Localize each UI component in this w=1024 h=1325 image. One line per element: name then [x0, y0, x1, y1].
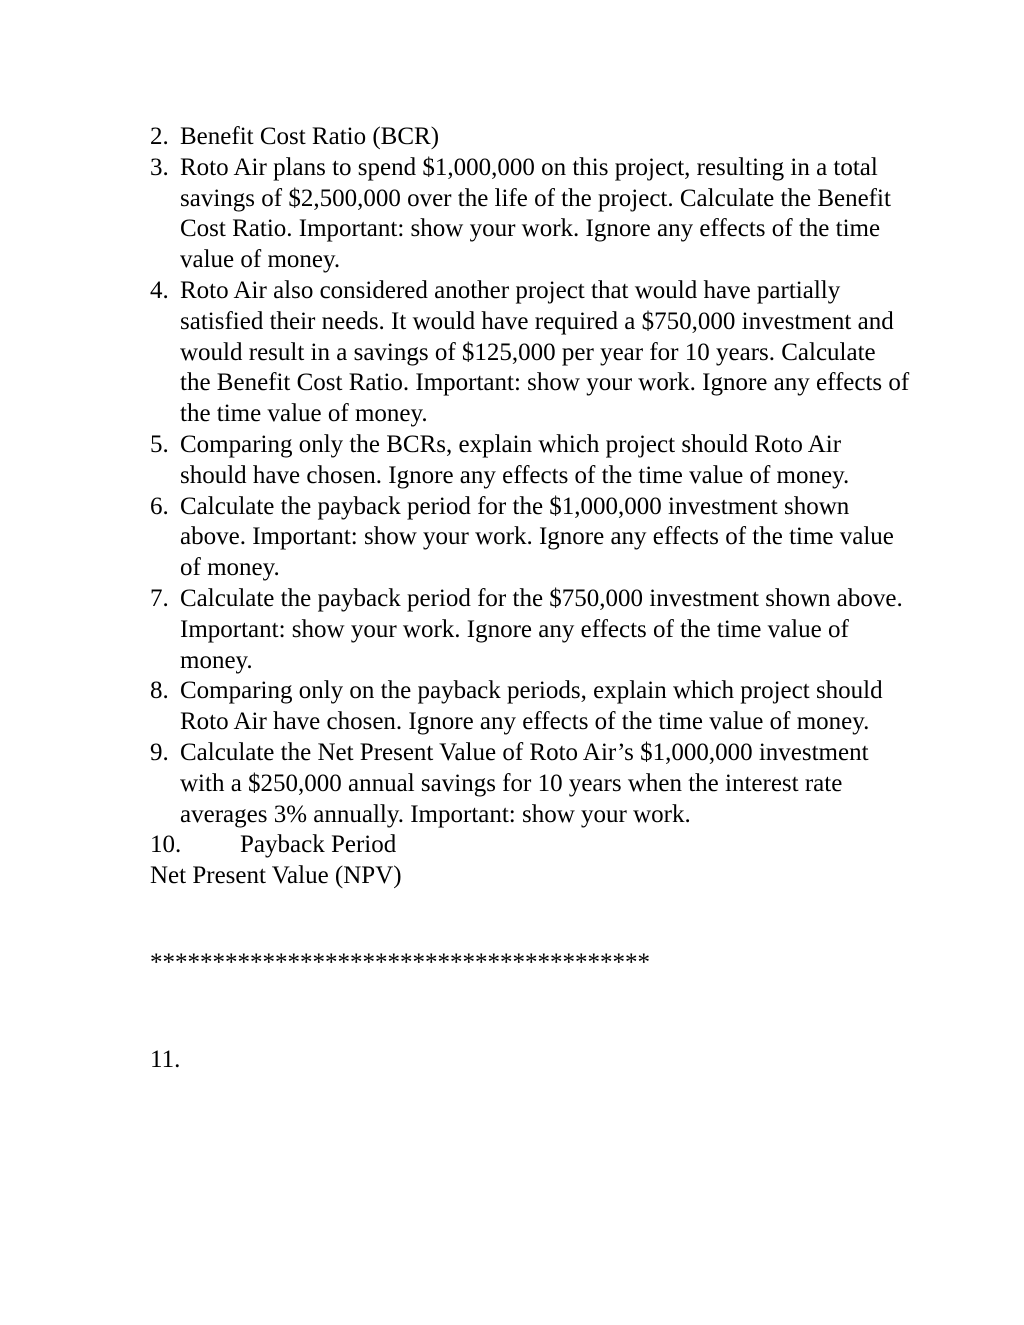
- list-item-text: Comparing only the BCRs, explain which project should Roto Air should have chosen. Ignore any effects of the time value of money.: [180, 430, 850, 489]
- list-item-number: 9.: [150, 738, 169, 766]
- list-item-text: Roto Air plans to spend $1,000,000 on this project, resulting in a total savings of $2,500,000 over the life of the project. Calculate the Benefit Cost Ratio. Important: show your work. Ignore any effects of the time value of money.: [180, 153, 891, 274]
- list-item-number: 8.: [150, 677, 169, 705]
- question-list: [150, 122, 910, 892]
- list-item-number: 6.: [150, 492, 169, 520]
- list-item: [150, 122, 910, 153]
- list-item: [150, 430, 910, 492]
- list-item-number: 5.: [150, 430, 169, 458]
- list-item-text: Comparing only on the payback periods, explain which project should Roto Air have chosen. Ignore any effects of the time value of money.: [180, 677, 883, 736]
- list-item-number: 7.: [150, 584, 169, 612]
- list-item-number: 2.: [150, 123, 169, 150]
- list-item: [150, 830, 910, 861]
- list-item-text: Calculate the payback period for the $750,000 investment shown above. Important: show your work. Ignore any effects of the time value of money.: [180, 584, 903, 674]
- list-item: [150, 676, 910, 738]
- list-item-text: Roto Air also considered another project that would have partially satisfied their needs. It would have required a $750,000 investment and would result in a savings of $125,000 per year for 10 years. Calculate the Benefit Cost Ratio. Important: show your work. Ignore any effects of the time value of money.: [180, 276, 910, 428]
- npv-heading: Net Present Value (NPV): [150, 862, 402, 890]
- list-item: [150, 738, 910, 830]
- list-item-number: 10.: [150, 831, 182, 859]
- asterisk-separator: ****************************************: [150, 949, 650, 976]
- list-item: [150, 584, 910, 676]
- list-item: [150, 492, 910, 584]
- list-item-number: 3.: [150, 153, 169, 181]
- list-item-text: Calculate the payback period for the $1,000,000 investment shown above. Important: show your work. Ignore any effects of the time value of money.: [180, 492, 894, 582]
- list-item: [150, 276, 910, 430]
- list-item-text: Benefit Cost Ratio (BCR): [180, 123, 440, 150]
- list-item: [150, 153, 910, 276]
- list-item-text: Payback Period: [240, 831, 397, 859]
- list-item-number: 4.: [150, 276, 169, 304]
- next-item-number: 11.: [150, 1046, 181, 1073]
- list-item-text: Calculate the Net Present Value of Roto Air’s $1,000,000 investment with a $250,000 annual savings for 10 years when the interest rate averages 3% annually. Important: show your work.: [180, 738, 869, 828]
